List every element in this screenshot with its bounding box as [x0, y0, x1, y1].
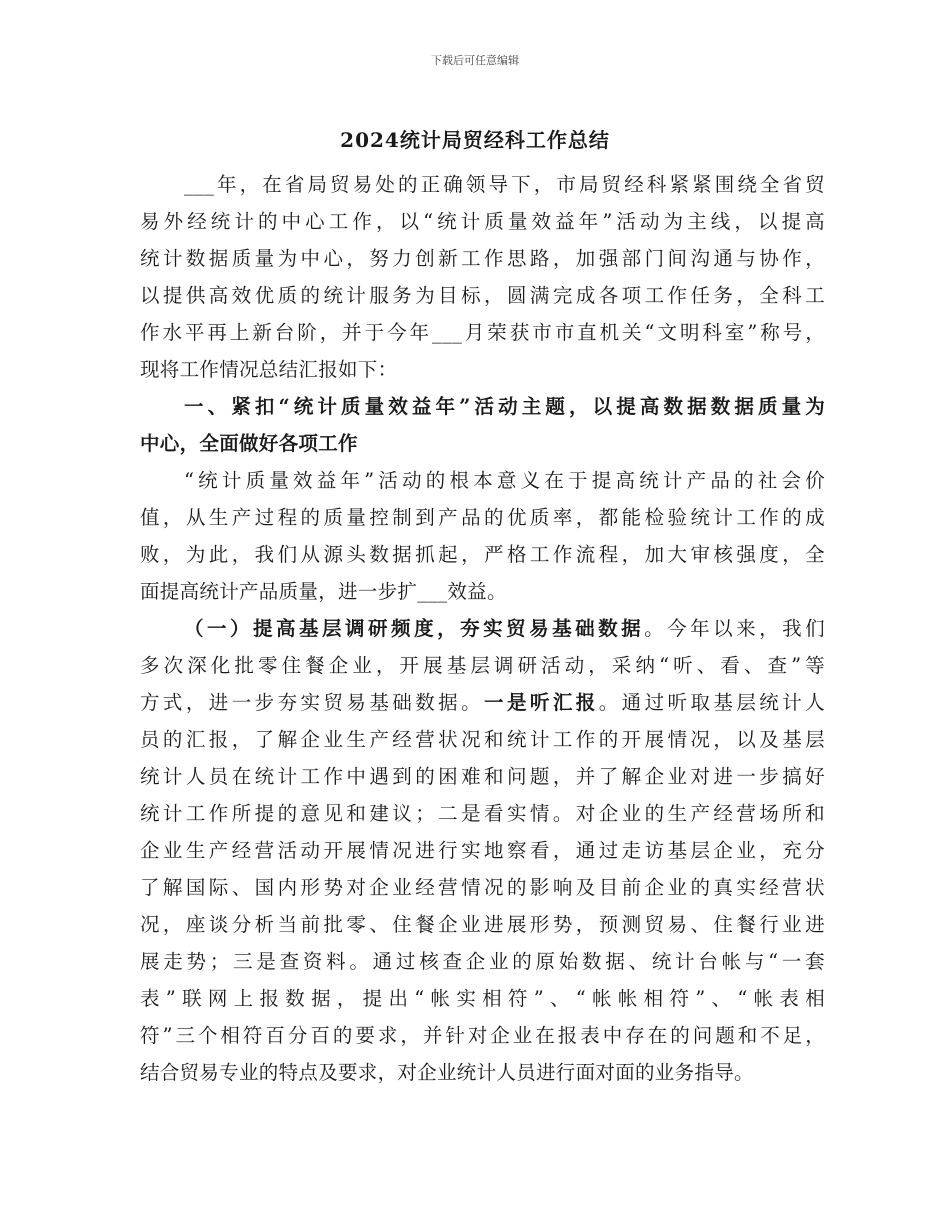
text-line: 多次深化批零住餐企业，开展基层调研活动，采纳“听、看、查”等	[140, 654, 825, 677]
text-line: （一）提高基层调研频度，夯实贸易基础数据。今年以来，我们	[184, 617, 825, 640]
page-header: 下载后可任意编辑	[431, 54, 519, 67]
section-heading-1	[140, 388, 825, 462]
text-line: 结合贸易专业的特点及要求，对企业统计人员进行面对面的业务指导。	[140, 1061, 754, 1084]
text-line: 况，座谈分析当前批零、住餐企业进展形势，预测贸易、住餐行业进	[140, 913, 825, 936]
paragraph-subsection-1	[140, 610, 825, 1091]
text-line: 企业生产经营活动开展情况进行实地察看，通过走访基层企业，充分	[140, 839, 825, 862]
text-line: 统计工作所提的意见和建议；二是看实情。对企业的生产经营场所和	[140, 802, 825, 825]
text-line: 统计人员在统计工作中遇到的困难和问题，并了解企业对进一步搞好	[140, 765, 825, 788]
document-title: 2024统计局贸经科工作总结	[340, 128, 610, 152]
text-line: 符”三个相符百分百的要求，并针对企业在报表中存在的问题和不足，	[140, 1024, 825, 1047]
text-line: 方式，进一步夯实贸易基础数据。一是听汇报。通过听取基层统计人	[140, 691, 825, 714]
text-line: “统计质量效益年”活动的根本意义在于提高统计产品的社会价	[184, 469, 825, 492]
text-line: 以提供高效优质的统计服务为目标，圆满完成各项工作任务，全科工	[140, 284, 825, 307]
text-line: 了解国际、国内形势对企业经营情况的影响及目前企业的真实经营状	[140, 876, 825, 899]
text-line: 作水平再上新台阶，并于今年___月荣获市市直机关“文明科室”称号，	[140, 321, 825, 344]
text-line: 表”联网上报数据，提出“帐实相符”、“帐帐相符”、“帐表相	[140, 987, 825, 1010]
text-line: 败，为此，我们从源头数据抓起，严格工作流程，加大审核强度，全	[140, 543, 825, 566]
text-line: 员的汇报，了解企业生产经营状况和统计工作的开展情况，以及基层	[140, 728, 825, 751]
text-line: 值，从生产过程的质量控制到产品的优质率，都能检验统计工作的成	[140, 506, 825, 529]
paragraph-intro	[140, 166, 825, 388]
text-line: 面提高统计产品质量，进一步扩___效益。	[140, 580, 507, 603]
subsection-heading: （一）提高基层调研频度，夯实贸易基础数据	[184, 617, 645, 640]
text-line: 现将工作情况总结汇报如下：	[140, 358, 398, 381]
text-line: 展走势；三是查资料。通过核查企业的原始数据、统计台帐与“一套	[140, 950, 825, 973]
emphasis-text: 一是听汇报	[484, 691, 599, 714]
text-line: 易外经统计的中心工作，以“统计质量效益年”活动为主线，以提高	[140, 210, 825, 233]
heading-line: 中心，全面做好各项工作	[140, 432, 358, 455]
heading-line: 一、紧扣“统计质量效益年”活动主题，以提高数据数据质量为	[184, 395, 825, 418]
text-line: ___年，在省局贸易处的正确领导下，市局贸经科紧紧围绕全省贸	[184, 173, 825, 196]
text-line: 统计数据质量为中心，努力创新工作思路，加强部门间沟通与协作，	[140, 247, 825, 270]
paragraph-significance	[140, 462, 825, 610]
document-body	[140, 166, 825, 1091]
